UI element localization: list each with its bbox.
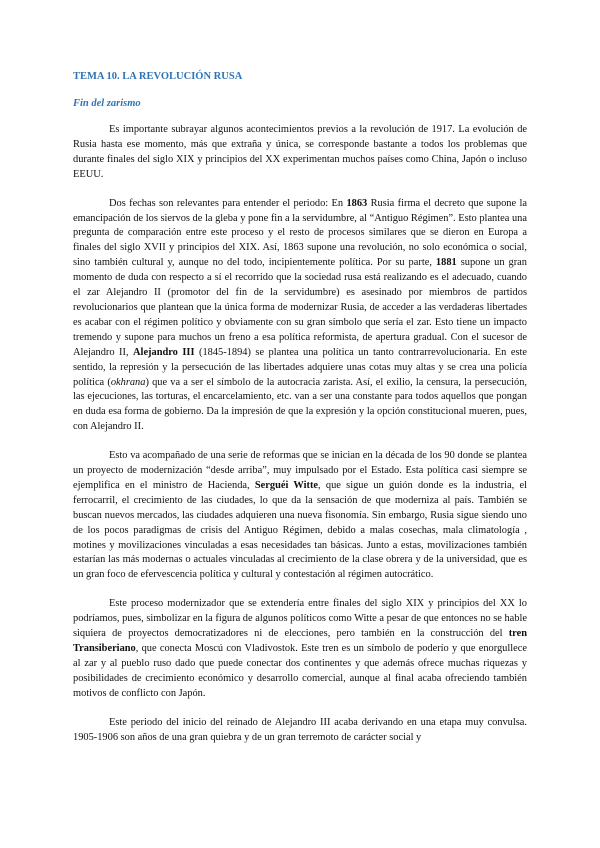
section-title: Fin del zarismo — [73, 98, 141, 109]
text-span: Dos fechas son relevantes para entender el periodo: En — [109, 197, 347, 209]
document-body — [73, 70, 527, 745]
text-span: , que sigue un guión donde es la industria, el ferrocarril, el crecimiento de las ciudades, lo que da la sensación de que moderniza al país. También se buscan nuevos mercados, las ciudades adquieren una nueva fisonomía. Sin embargo, Rusia sigue siendo uno de los pocos paradigmas de crisis del Antiguo Régimen, debido a malas cosechas, mala climatología , motines y movilizaciones vinculadas a esas necesidades tan básicas. Junto a estas, movilizaciones también estarían las más modernas o actuales vinculadas al crecimiento de la clase obrera y de la universidad, que es un gran foco de efervescencia política y cultural y contestación al régimen autocrático. — [73, 479, 527, 581]
text-span: (1845-1894) se plantea una política un tanto contrarrevolucionaria. En este sentido, la represión y la persecución de las libertades adquiere unas cotas muy altas y se crea una policía política ( — [73, 346, 527, 388]
paragraph-3 — [73, 449, 527, 583]
bold-tren-transiberiano: tren Transiberiano — [73, 628, 527, 654]
italic-okhrana: okhrana — [110, 376, 146, 388]
bold-serguei-witte: Serguéi Witte — [254, 479, 319, 491]
text-span: Esto va acompañado de una serie de reformas que se inician en la década de los 90 donde se plantea un proyecto de modernización “desde arriba”, muy impulsado por el Estado. Esta política casi siempre se ejemplifica en el ministro de Hacienda, — [73, 450, 527, 491]
paragraph-2 — [73, 197, 527, 436]
paragraph-4 — [73, 597, 527, 701]
paragraph-5: Este periodo del inicio del reinado de Alejandro III acaba derivando en una etapa muy convulsa. 1905-1906 son años de una gran quiebra y de un gran terremoto de carácter social y — [73, 716, 527, 743]
paragraph-1: Es importante subrayar algunos acontecimientos previos a la revolución de 1917. La evolución de Rusia hasta ese momento, más que extraña y única, se corresponde bastante a todos los problemas que durante finales del siglo XIX y principios del XX experimentan muchos países como China, Japón o incluso EEUU. — [73, 124, 527, 180]
text-span: , que conecta Moscú con Vladivostok. Este tren es un símbolo de poderío y que enorgullece al zar y al pueblo ruso dado que puede conectar dos continentes y que además ofrece muchas riquezas y posibilidades de crecimiento económico y desarrollo comercial, aunque al final acaba ofreciendo también motivos de conflicto con Japón. — [73, 643, 527, 699]
text-span: Rusia firma el decreto que supone la emancipación de los siervos de la gleba y pone fin a la servidumbre, al “Antiguo Régimen”. Esto plantea una pregunta de comparación entre este proceso y el resto de procesos similares que se dieron en Europa a finales del siglo XVII y principios del XIX. Así, 1863 supone una revolución, no solo económica o social, sino también cultural y, aunque no del todo, incipientemente política. Por su parte, — [73, 197, 527, 269]
bold-year-1881: 1881 — [435, 257, 457, 269]
text-span: Este proceso modernizador que se extendería entre finales del siglo XIX y principios del XX lo podríamos, pues, simbolizar en la figura de algunos políticos como Witte a pesar de que entonces no se hable siquiera de proyectos democratizadores ni de elecciones, pero también en la construcción del — [73, 598, 527, 640]
document-title: TEMA 10. LA REVOLUCIÓN RUSA — [73, 71, 243, 82]
bold-alejandro-iii: Alejandro III — [133, 346, 195, 358]
text-span: ) que va a ser el símbolo de la autocracia zarista. Así, el exilio, la censura, la persecución, las ejecuciones, las torturas, el encarcelamiento, etc. van a ser una constante para todos aquellos que pongan en duda esa forma de gobierno. Da la impresión de que la expresión y la opción constitucional mueren, pues, con Alejandro II. — [73, 376, 527, 433]
text-span: supone un gran momento de duda con respecto a sí el recorrido que la sociedad rusa está realizando es el adecuado, cuando el zar Alejandro II (promotor del fin de la servidumbre) es asesinado por miembros de partidos revolucionarios que plantean que la única forma de modernizar Rusia, de acceder a las verdaderas libertades es acabar con el régimen político y obviamente con su gran símbolo que sería el zar. Esto tiene un impacto tremendo y supone para muchos un freno a esa política reformista, de apertura gradual. Con el sucesor de Alejandro II, — [73, 257, 527, 358]
bold-year-1863: 1863 — [346, 197, 368, 209]
